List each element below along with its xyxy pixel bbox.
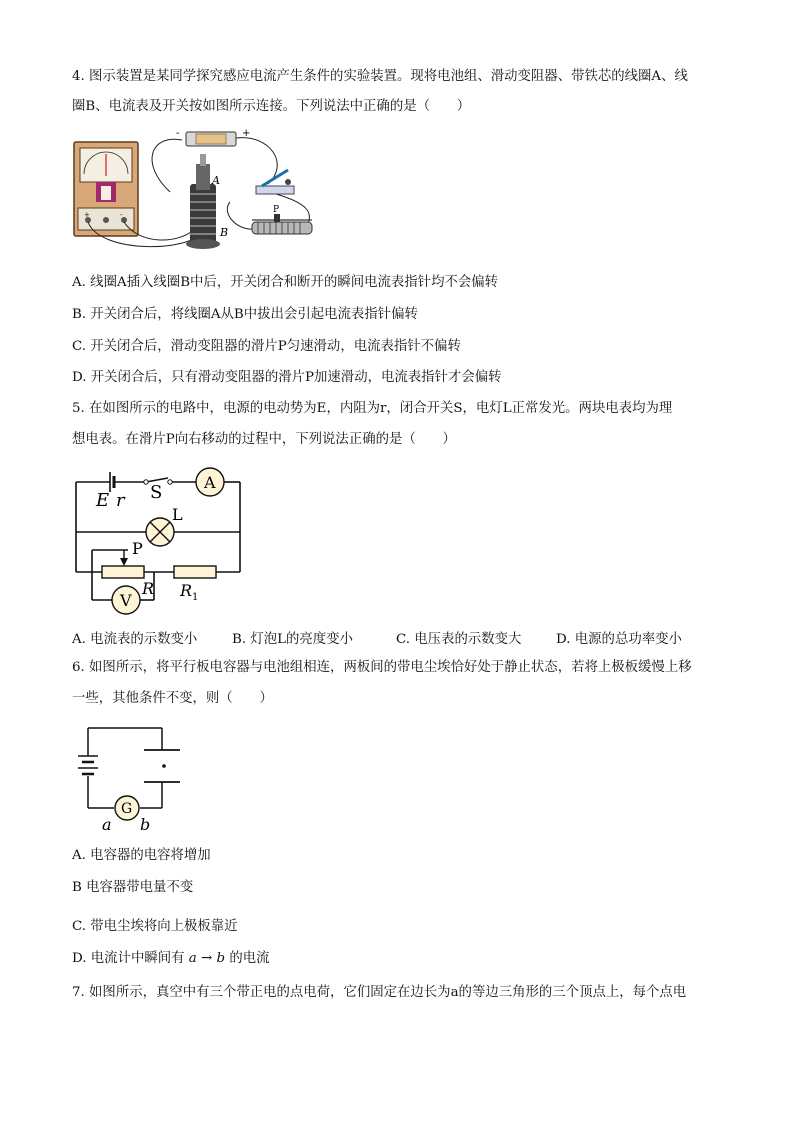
rheostat-icon <box>102 566 144 578</box>
q5-label-l: L <box>172 505 183 524</box>
battery-icon <box>78 756 98 774</box>
q5-label-r1: R <box>180 581 193 600</box>
q5-option-b: B. 灯泡L的亮度变小 <box>232 632 353 647</box>
q6-option-d-suffix: 的电流 <box>229 951 270 966</box>
coil-b-icon <box>190 184 216 244</box>
q4-option-b: B. 开关闭合后，将线圈A从B中拔出会引起电流表指针偏转 <box>72 307 418 322</box>
q6-label-g: G <box>121 801 133 817</box>
q6-option-c: C. 带电尘埃将向上极板靠近 <box>72 919 238 934</box>
q5-stem-line1: 5. 在如图所示的电路中，电源的电动势为E，内阻为r，闭合开关S，电灯L正常发光。两块电表均为理 <box>72 401 673 416</box>
q6-stem-line2: 一些，其他条件不变，则（ ） <box>72 691 273 706</box>
q6-option-d-arrow: → <box>201 951 213 966</box>
q5-stem-line2: 想电表。在滑片P向右移动的过程中，下列说法正确的是（ ） <box>72 432 456 447</box>
q5-label-v: V <box>120 591 132 610</box>
q6-option-d-to: b <box>216 951 226 966</box>
q6-option-d-prefix: D. 电流计中瞬间有 <box>72 951 185 966</box>
q5-label-r1-sub: 1 <box>192 592 199 603</box>
dust-particle-icon <box>162 764 166 768</box>
q4-stem-line1: 4. 图示装置是某同学探究感应电流产生条件的实验装置。现将电池组、滑动变阻器、带铁芯的线圈A、线 <box>72 69 688 84</box>
q4-option-c: C. 开关闭合后，滑动变阻器的滑片P匀速滑动，电流表指针不偏转 <box>72 339 461 354</box>
svg-text:-: - <box>120 211 123 219</box>
switch-icon <box>256 186 294 194</box>
q5-option-c: C. 电压表的示数变大 <box>396 632 522 647</box>
q4-induction-apparatus-figure <box>70 124 330 254</box>
q5-label-a: A <box>204 473 216 492</box>
q6-capacitor-circuit-figure <box>70 722 190 834</box>
q5-option-d: D. 电源的总功率变小 <box>556 632 682 647</box>
q4-label-minus: - <box>176 128 180 139</box>
q5-option-a: A. 电流表的示数变小 <box>72 632 198 647</box>
q6-label-b: b <box>140 815 151 834</box>
q6-option-d <box>72 950 270 968</box>
q4-option-d: D. 开关闭合后，只有滑动变阻器的滑片P加速滑动，电流表指针才会偏转 <box>72 370 502 385</box>
resistor-r1-icon <box>174 566 216 578</box>
coil-a-icon <box>196 164 210 190</box>
q4-label-b: B <box>220 226 229 239</box>
q5-label-r-internal: r <box>116 490 125 511</box>
q5-label-s: S <box>150 482 163 503</box>
q6-stem-line1: 6. 如图所示，将平行板电容器与电池组相连，两板间的带电尘埃恰好处于静止状态，若将上极板缓慢上移 <box>72 660 692 675</box>
q7-stem-line1: 7. 如图所示，真空中有三个带正电的点电荷，它们固定在边长为a的等边三角形的三个顶点上，每个点电 <box>72 985 687 1000</box>
svg-text:+: + <box>84 211 90 219</box>
q5-circuit-figure <box>70 462 250 618</box>
q5-label-e: E <box>96 490 110 511</box>
q4-label-a: A <box>212 174 220 187</box>
q4-option-a: A. 线圈A插入线圈B中后，开关闭合和断开的瞬间电流表指针均不会偏转 <box>72 275 499 290</box>
q5-label-p: P <box>132 539 143 558</box>
q4-label-p: P <box>273 205 280 215</box>
q5-label-r: R <box>142 579 155 598</box>
q6-option-d-from: a <box>188 951 197 966</box>
q4-stem-line2: 圈B、电流表及开关按如图所示连接。下列说法中正确的是（ ） <box>72 99 471 114</box>
q4-label-plus: + <box>242 128 251 139</box>
q6-option-a: A. 电容器的电容将增加 <box>72 848 211 863</box>
q6-option-b: B 电容器带电量不变 <box>72 880 194 895</box>
q6-label-a: a <box>102 815 112 834</box>
